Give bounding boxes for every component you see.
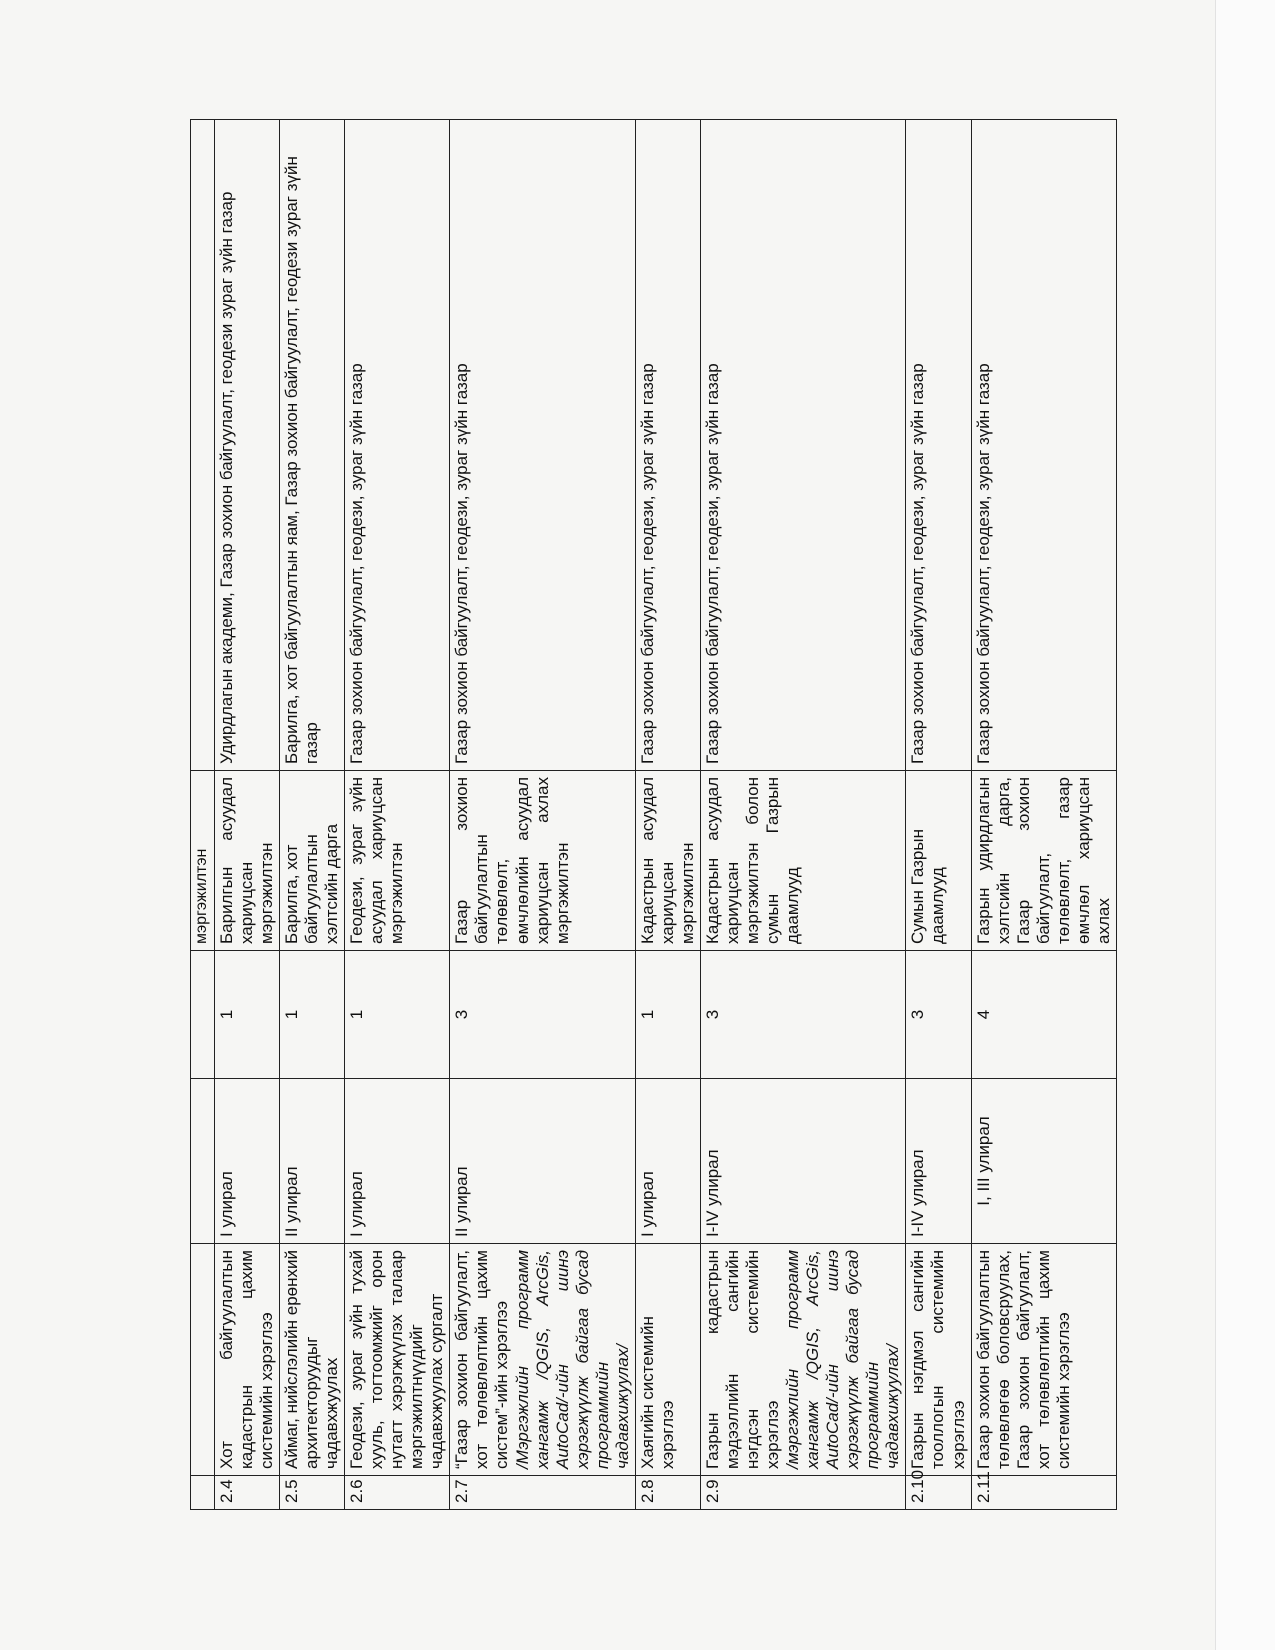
count-cell: 1 [635,951,700,1079]
table-row [214,120,279,1510]
row-number: 2.8 [635,1476,700,1510]
target-cell: Геодези, зураг зүйн асуудал хариуцсан мэргэжилтэн [345,771,450,951]
row-number: 2.6 [345,1476,450,1510]
activity-cell [450,1244,635,1476]
table-row [971,120,1116,1510]
row-number: 2.4 [214,1476,279,1510]
continuation-row [191,120,215,1510]
row-number: 2.7 [450,1476,635,1510]
organizer-cell: Газар зохион байгуулалт, геодези, зураг зүйн газар [345,120,450,771]
activity-text: Газрын кадастрын мэдээллийн сангийн нэгдсэн системийн хэрэглээ [702,1250,783,1469]
paper-edge [1215,0,1275,1650]
organizer-cell: Газар зохион байгуулалт, геодези, зураг зүйн газар [450,120,635,771]
organizer-cell: Удирдлагын академи, Газар зохион байгуулалт, геодези зураг зүйн газар [214,120,279,771]
table-row [906,120,971,1510]
period-cell: I, III улирал [971,1079,1116,1244]
count-cell: 3 [700,951,905,1079]
row-number: 2.11 [971,1476,1116,1510]
activity-cell: Хаягийн системийн хэрэглээ [635,1244,700,1476]
table-row [280,120,345,1510]
table-row [635,120,700,1510]
activity-text: “Газар зохион байгуулалт, хот төлөвлөлтийн цахим систем”-ийн хэрэглээ [452,1250,512,1469]
count-cell: 1 [214,951,279,1079]
organizer-cell: Газар зохион байгуулалт, геодези, зураг зүйн газар [700,120,905,771]
table-row [345,120,450,1510]
target-cell: Барилга, хот байгуулалтын хэлтсийн дарга [280,771,345,951]
row-number: 2.9 [700,1476,905,1510]
activity-note: /Мэргэжлийн программ хангамж /QGIS, ArcGis, AutoCad/-ийн шинэ хэрэгжүүлж байгаа бусад программийн чадавхижуулах/ [512,1250,632,1469]
period-cell: II улирал [280,1079,345,1244]
organizer-cell: Барилга, хот байгуулалтын яам, Газар зохион байгуулалт, геодези зураг зүйн газар [280,120,345,771]
activity-cell: Геодези, зураг зүйн тухай хууль, тогтоомжийг орон нутагт хэрэгжүүлэх талаар мэргэжилтнүүдийг чадавхжуулах сургалт [345,1244,450,1476]
period-cell: I-IV улирал [906,1079,971,1244]
period-cell: II улирал [450,1079,635,1244]
table-row [450,120,635,1510]
target-cell: Газар зохион байгуулалтын төлөвлөлт, өмчлөлийн асуудал хариуцсан ахлах мэргэжилтэн [450,771,635,951]
target-cell: Сумын Газрын даамлууд [906,771,971,951]
organizer-cell: Газар зохион байгуулалт, геодези, зураг зүйн газар [971,120,1116,771]
row-number: 2.5 [280,1476,345,1510]
activity-cell: Газар зохион байгуулалтын төлөвлөгөө боловсруулах, Газар зохион байгуулалт, хот төлөвлөлтийн цахим системийн хэрэглээ [971,1244,1116,1476]
organizer-cell: Газар зохион байгуулалт, геодези, зураг зүйн газар [635,120,700,771]
target-cell: Газрын удирдлагын хэлтсийн дарга, Газар зохион байгуулалт, төлөвлөлт, газар өмчлөл хариуцсан ахлах [971,771,1116,951]
activity-cell: Хот байгуулалтын кадастрын цахим системийн хэрэглээ [214,1244,279,1476]
count-cell: 4 [971,951,1116,1079]
period-cell: I-IV улирал [700,1079,905,1244]
activity-cell: Аймаг, нийслэлийн ерөнхий архитекторуудыг чадавхжуулах [280,1244,345,1476]
target-cell: Кадастрын асуудал хариуцсан мэргэжилтэн болон сумын Газрын даамлууд [700,771,905,951]
target-cell: Кадастрын асуудал хариуцсан мэргэжилтэн [635,771,700,951]
count-cell: 3 [906,951,971,1079]
count-cell: 1 [280,951,345,1079]
activity-cell: Газрын нэгдмэл сангийн тооллогын системийн хэрэглээ [906,1244,971,1476]
period-cell: I улирал [214,1079,279,1244]
activity-cell [700,1244,905,1476]
target-cell: Барилгын асуудал хариуцсан мэргэжилтэн [214,771,279,951]
rotated-page [190,120,1113,1510]
organizer-cell: Газар зохион байгуулалт, геодези, зураг зүйн газар [906,120,971,771]
table-row [700,120,905,1510]
count-cell: 1 [345,951,450,1079]
activity-note: /мэргэжлийн программ хангамж /QGIS, ArcGis, AutoCad/-ийн шинэ хэрэгжүүлж байгаа бусад программийн чадавхижуулах/ [783,1250,903,1469]
period-cell: I улирал [345,1079,450,1244]
count-cell: 3 [450,951,635,1079]
row-number: 2.10 [906,1476,971,1510]
training-plan-table [190,119,1117,1510]
continuation-text: мэргэжилтэн [191,771,215,951]
period-cell: I улирал [635,1079,700,1244]
